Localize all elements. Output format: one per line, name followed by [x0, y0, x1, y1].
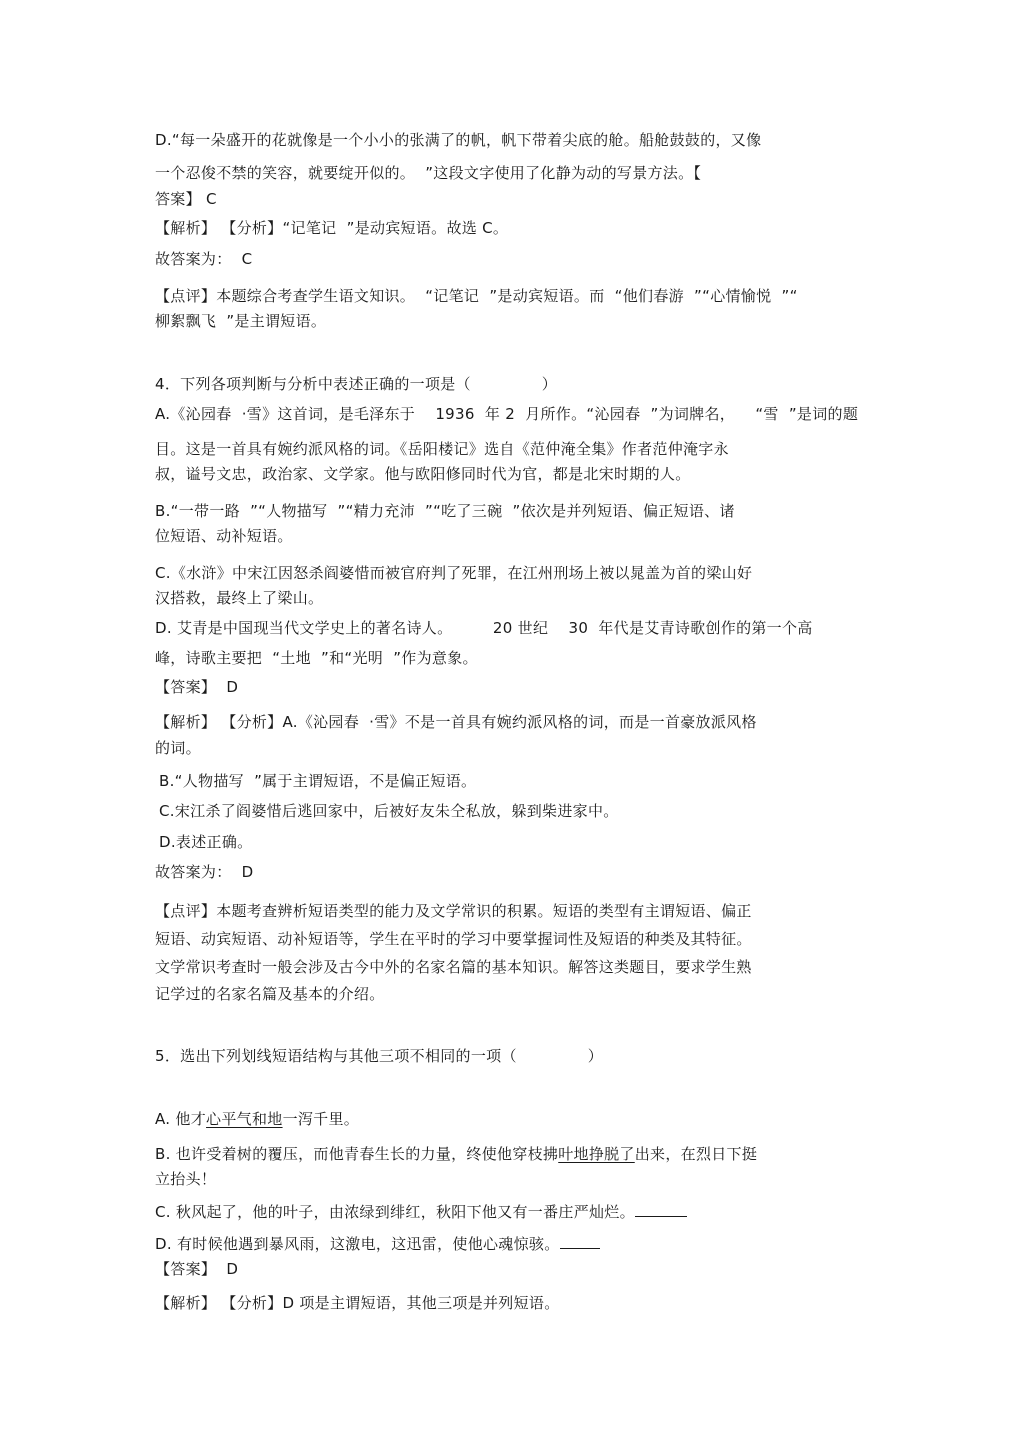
q5-option-b-line1	[155, 1144, 757, 1164]
q5-option-b-line2: 立抬头！	[155, 1170, 217, 1188]
q4-answer: 【答案】 D	[155, 678, 239, 696]
q5-answer: 【答案】 D	[155, 1260, 239, 1278]
q5-option-a-pre: A. 他才	[155, 1110, 207, 1128]
q5-option-c-text: C. 秋风起了，他的叶子，由浓绿到绯红，秋阳下他又有一番庄严灿烂。	[155, 1203, 635, 1221]
q5-option-a	[155, 1109, 359, 1129]
q3-answer: 答案】 C	[155, 190, 217, 208]
q5-option-d	[155, 1234, 600, 1254]
q4-option-a-line2: 目。这是一首具有婉约派风格的词。《岳阳楼记》选自《范仲淹全集》作者范仲淹字永	[155, 440, 729, 458]
q3-option-d-line1: D.“每一朵盛开的花就像是一个小小的张满了的帆，帆下带着尖底的舱。船舱鼓鼓的，又像	[155, 131, 762, 149]
q4-option-c-line1: C.《水浒》中宋江因怒杀阎婆惜而被官府判了死罪，在江州刑场上被以晁盖为首的梁山好	[155, 564, 753, 582]
q4-option-a-line3: 叔，谥号文忠，政治家、文学家。他与欧阳修同时代为官，都是北宋时期的人。	[155, 465, 691, 483]
q4-final-answer: 故答案为： D	[155, 863, 254, 881]
q4-stem: 4．下列各项判断与分析中表述正确的一项是（ ）	[155, 375, 558, 393]
q4-option-b-line2: 位短语、动补短语。	[155, 527, 293, 545]
q3-analysis: 【解析】 【分析】“记笔记 ”是动宾短语。故选 C。	[155, 219, 509, 237]
q4-option-c-line2: 汉搭救，最终上了梁山。	[155, 589, 324, 607]
q5-stem: 5．选出下列划线短语结构与其他三项不相同的一项（ ）	[155, 1047, 603, 1065]
q4-comment-line3: 文学常识考查时一般会涉及古今中外的名家名篇的基本知识。解答这类题目，要求学生熟	[155, 958, 752, 976]
q5-option-c-underline	[635, 1202, 687, 1217]
q3-option-d-line2: 一个忍俊不禁的笑容，就要绽开似的。 ”这段文字使用了化静为动的写景方法。【	[155, 164, 702, 182]
q5-option-d-underline	[560, 1234, 600, 1249]
q4-option-d-line2: 峰，诗歌主要把 “土地 ”和“光明 ”作为意象。	[155, 649, 478, 667]
q5-option-b-underlined: 叶地挣脱了	[558, 1145, 635, 1163]
q5-option-d-text: D. 有时候他遇到暴风雨，这激电，这迅雷，使他心魂惊骇。	[155, 1235, 560, 1253]
q3-final-answer: 故答案为： C	[155, 250, 253, 268]
q4-comment-line2: 短语、动宾短语、动补短语等，学生在平时的学习中要掌握词性及短语的种类及其特征。	[155, 930, 752, 948]
q4-analysis-line1: 【解析】 【分析】A.《沁园春 ·雪》不是一首具有婉约派风格的词，而是一首豪放派风格	[155, 713, 757, 731]
q5-option-a-post: 一泻千里。	[282, 1110, 360, 1128]
q4-comment-line4: 记学过的名家名篇及基本的介绍。	[155, 985, 385, 1003]
q3-comment-line2: 柳絮飘飞 ”是主谓短语。	[155, 312, 327, 330]
q4-analysis-b: B.“人物描写 ”属于主谓短语，不是偏正短语。	[159, 772, 477, 790]
q4-comment-line1: 【点评】本题考查辨析短语类型的能力及文学常识的积累。短语的类型有主谓短语、偏正	[155, 902, 752, 920]
q3-comment-line1: 【点评】本题综合考查学生语文知识。 “记笔记 ”是动宾短语。而 “他们春游 ”“心情愉悦 ”“	[155, 287, 798, 305]
q4-analysis-line2: 的词。	[155, 739, 201, 757]
q5-option-a-underlined: 心平气和地	[206, 1110, 283, 1128]
q5-option-b-post: 出来，在烈日下挺	[634, 1145, 758, 1163]
q5-option-c	[155, 1202, 687, 1222]
q4-analysis-d: D.表述正确。	[159, 833, 253, 851]
q5-analysis: 【解析】 【分析】D 项是主谓短语，其他三项是并列短语。	[155, 1294, 560, 1312]
q4-option-d-line1: D. 艾青是中国现当代文学史上的著名诗人。 20 世纪 30 年代是艾青诗歌创作的第一个高	[155, 619, 813, 637]
q4-option-b-line1: B.“一带一路 ”“人物描写 ”“精力充沛 ”“吃了三碗 ”依次是并列短语、偏正短语、诸	[155, 502, 735, 520]
q4-option-a-line1: A.《沁园春 ·雪》这首词，是毛泽东于 1936 年 2 月所作。“沁园春 ”为词牌名， “雪 ”是词的题	[155, 405, 859, 423]
q5-option-b-pre: B. 也许受着树的覆压，而他青春生长的力量，终使他穿枝拂	[155, 1145, 559, 1163]
q4-analysis-c: C.宋江杀了阎婆惜后逃回家中，后被好友朱仝私放，躲到柴进家中。	[159, 802, 619, 820]
